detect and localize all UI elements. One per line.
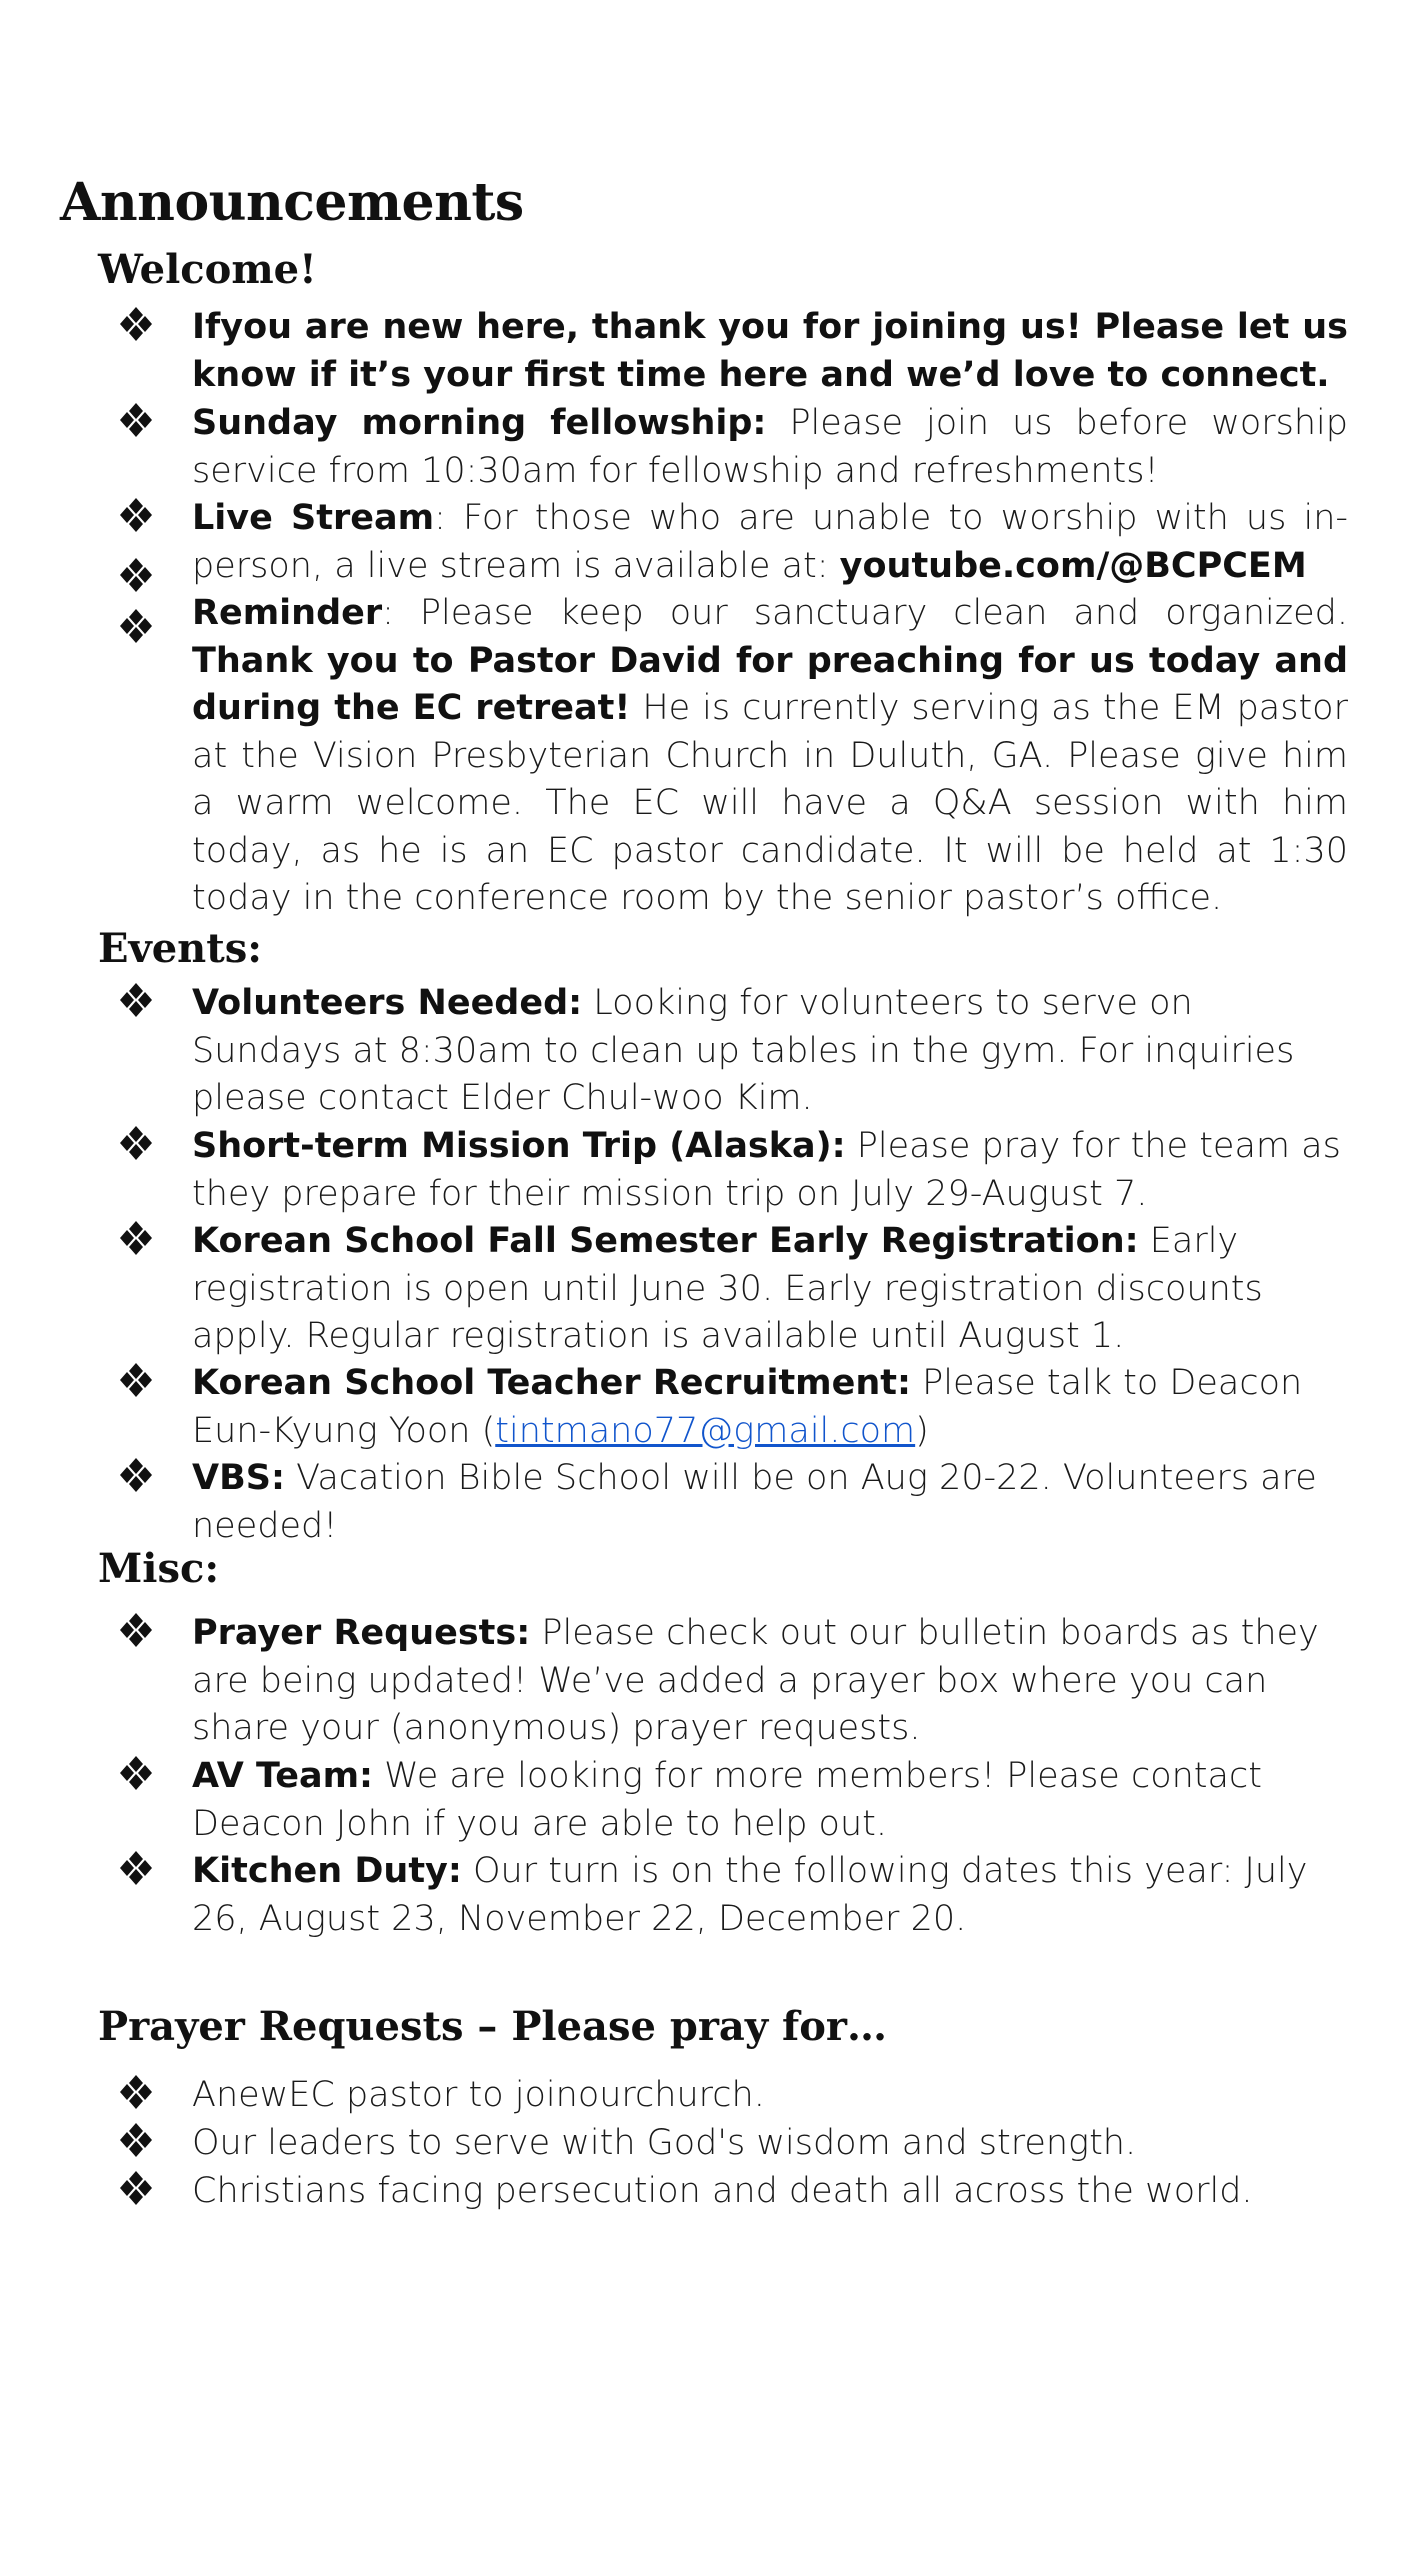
item-text: He is currently serving as the EM pastor at the Vision Presbyterian Church in Duluth, GA. Please give him a warm welcome. The EC will have a Q&A session with him today, as he is an EC pastor candidate. It will be held at 1:30 today in the conference room by the senior pastor’s office.: [192, 688, 1348, 918]
list-item-text: [192, 980, 1348, 1123]
list-item: [116, 1123, 1348, 1218]
item-bold-text: Korean School Fall Semester Early Registration:: [192, 1221, 1139, 1261]
item-bold-text: Reminder: [192, 593, 383, 633]
item-text: Please talk to Deacon Eun-Kyung Yoon (: [192, 1363, 1303, 1451]
item-text: We are looking for more members! Please contact Deacon John if you are able to help out.: [192, 1756, 1262, 1844]
diamond-bullet-icon: [116, 400, 156, 440]
item-text: Vacation Bible School will be on Aug 20-22. Volunteers are needed!: [192, 1458, 1317, 1546]
list-item: [116, 1848, 1348, 1943]
item-text: : For those who are unable to worship with us in-person, a live stream is available at:: [192, 498, 1348, 586]
item-bold-text: Volunteers Needed:: [192, 983, 583, 1023]
diamond-bullet-icon: [116, 606, 156, 646]
livestream-url: youtube.com/@BCPCEM: [839, 545, 1307, 586]
item-bold-text: Live Stream: [192, 498, 435, 538]
list-item: [116, 2168, 1348, 2216]
list-item-text: [192, 1848, 1348, 1943]
list-item-text: AnewEC pastor to joinourchurch.: [192, 2075, 765, 2115]
list-item: [116, 1218, 1348, 1361]
page-title: Announcements: [60, 172, 524, 233]
list-item-text: Christians facing persecution and death all across the world.: [192, 2171, 1253, 2211]
list-item-text: [192, 400, 1348, 495]
list-item: [116, 1455, 1348, 1550]
item-text: Looking for volunteers to serve on Sundays at 8:30am to clean up tables in the gym. For inquiries please contact Elder Chul-woo Kim.: [192, 983, 1295, 1118]
diamond-bullet-icon: [116, 1218, 156, 1258]
diamond-bullet-icon: [116, 1360, 156, 1400]
diamond-bullet-icon: [116, 1610, 156, 1650]
list-item-text: [192, 1360, 1348, 1455]
list-item-text: Our leaders to serve with God's wisdom and strength.: [192, 2123, 1137, 2163]
item-text: Please check out our bulletin boards as they are being updated! We’ve added a prayer box where you can share your (anonymous) prayer requests.: [192, 1613, 1319, 1748]
diamond-bullet-icon: [116, 1753, 156, 1793]
list-item: [116, 400, 1348, 495]
diamond-bullet-icon: [116, 2168, 156, 2208]
list-item-text: [192, 495, 1348, 590]
item-bold-text: Ifyou are new here, thank you for joining us! Please let us know if it’s your first time here and we’d love to connect.: [192, 307, 1348, 395]
list-item-text: [192, 304, 1348, 399]
section-heading-welcome: Welcome!: [98, 246, 317, 293]
section-heading-misc: Misc:: [98, 1545, 220, 1592]
item-bold-text: Kitchen Duty:: [192, 1851, 462, 1891]
list-item-text: [192, 1218, 1348, 1361]
diamond-bullet-icon: [116, 2120, 156, 2160]
diamond-bullet-icon: [116, 304, 156, 344]
list-item: [116, 1753, 1348, 1848]
item-bold-text: Korean School Teacher Recruitment:: [192, 1363, 912, 1403]
list-item-text: [192, 1610, 1348, 1753]
section-heading-prayer: Prayer Requests – Please pray for…: [98, 2003, 887, 2050]
diamond-bullet-icon: [116, 1123, 156, 1163]
item-text: Our turn is on the following dates this year: July 26, August 23, November 22, December 20.: [192, 1851, 1308, 1939]
diamond-bullet-icon: [116, 980, 156, 1020]
item-text: Please join us before worship service from 10:30am for fellowship and refreshments!: [192, 403, 1348, 491]
diamond-bullet-icon: [116, 2072, 156, 2112]
diamond-bullet-icon: [116, 495, 156, 535]
list-item: [116, 1610, 1348, 1753]
item-text: Please pray for the team as they prepare for their mission trip on July 29-August 7.: [192, 1126, 1341, 1214]
list-item: [116, 2072, 1348, 2120]
list-item: [116, 304, 1348, 399]
item-bold-text: Thank you to Pastor David for preaching for us today and during the EC retreat!: [192, 640, 1348, 728]
item-text: Early registration is open until June 30. Early registration discounts apply. Regular registration is available until August 1.: [192, 1221, 1263, 1356]
list-item: [116, 2120, 1348, 2168]
diamond-bullet-icon: [116, 555, 156, 595]
list-item-text: [192, 1753, 1348, 1848]
item-text: : Please keep our sanctuary clean and organized.: [382, 593, 1348, 633]
list-item: [116, 590, 1348, 923]
item-bold-text: AV Team:: [192, 1756, 374, 1796]
list-item-text: [192, 1123, 1348, 1218]
item-bold-text: Sunday morning fellowship:: [192, 403, 767, 443]
item-bold-text: Short-term Mission Trip (Alaska):: [192, 1126, 846, 1166]
list-item-text: [192, 1455, 1348, 1550]
item-bold-text: VBS:: [192, 1458, 285, 1498]
list-item: [116, 495, 1348, 590]
section-heading-events: Events:: [98, 925, 263, 972]
item-text: ): [915, 1410, 929, 1451]
diamond-bullet-icon: [116, 1455, 156, 1495]
item-bold-text: Prayer Requests:: [192, 1613, 531, 1653]
list-item: [116, 980, 1348, 1123]
list-item: [116, 1360, 1348, 1455]
email-link[interactable]: tintmano77@gmail.com: [495, 1410, 916, 1451]
diamond-bullet-icon: [116, 1848, 156, 1888]
list-item-text: [192, 590, 1348, 923]
